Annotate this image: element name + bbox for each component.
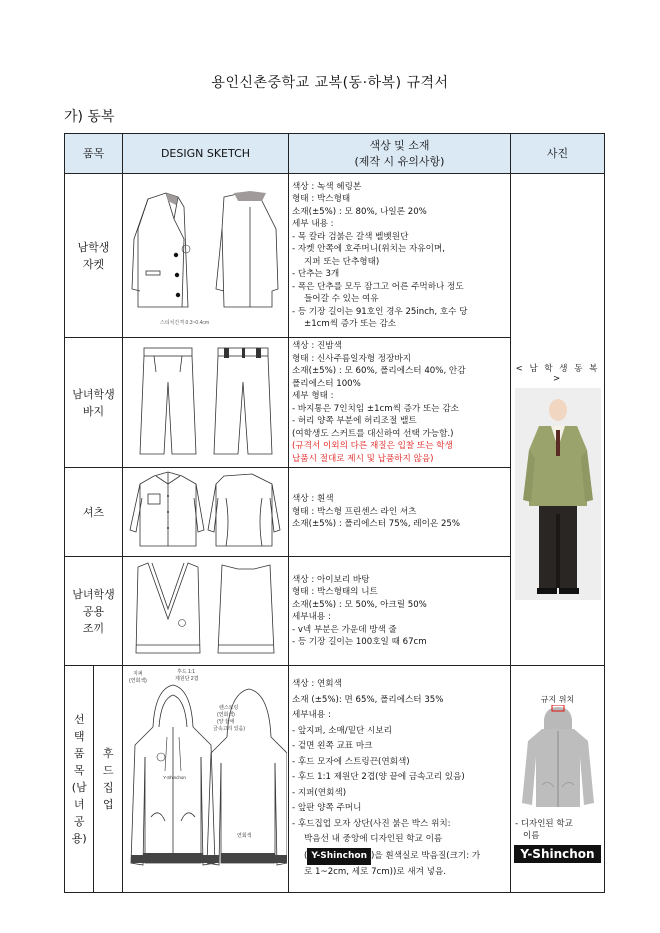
photo-caption-line: 이름 <box>523 831 540 841</box>
sketch-label: (연회색) <box>128 678 147 684</box>
spec-line: - 등 기장 길이는 91호인 경우 25inch, 호수 당 <box>292 306 468 317</box>
spec-line: 소재(±5%) : 모 80%, 나일론 20% <box>292 206 427 217</box>
item-pants <box>65 338 123 468</box>
header-photo: 사진 <box>511 134 605 174</box>
item-hoodie <box>65 666 123 893</box>
vertical-char: 녀 <box>73 798 85 811</box>
spec-table <box>64 133 605 893</box>
logo-position-label: 규지 위치 <box>540 695 575 704</box>
spec-line: 색상 : 연회색 <box>292 679 342 690</box>
header-material-line1: 색상 및 소재 <box>369 138 430 152</box>
stitch-note: 스티치간격 0.3~0.4cm <box>159 319 209 326</box>
vertical-char: 용) <box>71 832 87 845</box>
spec-line: 지퍼 또는 단추형태) <box>304 256 380 267</box>
spec-line: 로 1~2cm, 세로 7cm))로 새겨 넣음. <box>304 867 447 878</box>
photo-jacket <box>511 174 605 666</box>
spec-line: - v넥 부분은 가운데 방색 줄 <box>292 624 397 635</box>
photo-caption <box>511 818 604 842</box>
spec-line: 형태 : 박스형태의 니트 <box>292 587 378 597</box>
spec-line: 소재(±5%) : 폴리에스터 75%, 레이온 25% <box>292 519 461 530</box>
spec-line: - 후드 1:1 제원단 2겹(양 끝에 금속고리 있음) <box>292 772 465 783</box>
spec-line: 세부 내용 : <box>292 219 334 229</box>
table-row-jacket <box>65 174 605 338</box>
uniform-photo <box>515 388 601 600</box>
warning-line: 납품시 절대로 제시 및 납품하지 않음) <box>292 453 434 464</box>
spec-line: - 단추는 3개 <box>292 269 340 279</box>
sketch-label: 후드 1:1 <box>176 669 195 675</box>
sketch-label: 렌스트링 <box>218 705 238 711</box>
spec-line: 색상 : 흰색 <box>292 494 334 505</box>
header-sketch: DESIGN SKETCH <box>123 134 289 174</box>
spec-line: 소재(±5%) : 모 60%, 폴리에스터 40%, 안감 <box>292 366 466 376</box>
table-header-row <box>65 134 605 174</box>
spec-line: 소재 (±5%): 면 65%, 폴리에스터 35% <box>292 694 444 705</box>
vertical-char: 공 <box>73 815 85 828</box>
sketch-label: (양 끝에 <box>216 719 235 725</box>
item-label: 조끼 <box>82 621 105 635</box>
item-vest <box>65 557 123 666</box>
sketch-logo-label: Y-Shinchon <box>162 775 186 780</box>
spec-line: (여학생도 스커트를 대신하여 선택 가능함.) <box>292 428 454 439</box>
vertical-char: 후 <box>102 747 114 760</box>
spec-pants <box>289 338 511 468</box>
spec-line: - 앞지퍼, 소매/밑단 시보리 <box>292 725 392 736</box>
sketch-label: 제원단 2겹 <box>174 676 198 682</box>
spec-line: 폴리에스터 100% <box>292 378 361 389</box>
hoodie-photo-icon <box>518 705 598 815</box>
spec-line: 형태 : 박스형태 <box>292 194 351 204</box>
spec-line: - 폭은 단추를 모두 잠그고 어른 주먹하나 정도 <box>292 281 464 292</box>
spec-line: 형태 : 박스형 프린센스 라인 셔츠 <box>292 506 417 517</box>
pants-sketch-icon <box>126 342 286 460</box>
vertical-char: 목 <box>73 764 85 777</box>
item-shirt <box>65 468 123 557</box>
spec-line: 들어갈 수 있는 여유 <box>304 294 379 304</box>
sketch-hoodie <box>123 666 289 893</box>
spec-line: - 앞판 양쪽 주머니 <box>292 803 362 814</box>
vertical-char: 드 <box>102 764 114 777</box>
spec-line: - 목 칼라 검붉은 갈색 벨벳원단 <box>292 231 409 242</box>
document-title: 용인신촌중학교 교복(동·하복) 규격서 <box>211 75 449 91</box>
item-label: 바지 <box>82 404 105 418</box>
spec-line: - 허리 양쪽 부분에 허리조절 밸트 <box>292 416 417 426</box>
spec-line: 색상 : 진밤색 <box>292 341 342 351</box>
sketch-label: (연회색) <box>216 712 235 718</box>
spec-line: ( Y-Shinchon )을 흰색실로 박음질(크기: 가 <box>292 848 507 866</box>
spec-line: - 지퍼(연회색) <box>292 787 347 798</box>
optional-group-label <box>65 666 94 892</box>
school-logo: Y-Shinchon <box>514 845 600 863</box>
header-material-line2: (제작 시 유의사항) <box>354 154 445 168</box>
vertical-char: 품 <box>73 747 85 760</box>
spec-hoodie <box>289 666 511 893</box>
spec-line: 소재(±5%) : 모 50%, 아크릴 50% <box>292 599 427 610</box>
spec-line: 색상 : 아이보리 바탕 <box>292 574 370 585</box>
spec-line: 형태 : 신사주름일자형 정장바지 <box>292 353 412 364</box>
spec-vest <box>289 557 511 666</box>
header-item: 품목 <box>65 134 123 174</box>
sketch-vest <box>123 557 289 666</box>
sketch-pants <box>123 338 289 468</box>
header-material <box>289 134 511 174</box>
uniform-photo-icon <box>515 388 601 600</box>
jacket-photo-label: < 남 학 생 동 복 > <box>515 363 600 384</box>
vest-sketch-icon <box>126 557 286 661</box>
spec-line-tail: )을 흰색실로 박음질(크기: 가 <box>371 850 481 861</box>
school-logo-inline: Y-Shinchon <box>307 848 371 866</box>
spec-line: - 등 기장 길이는 100호일 때 67cm <box>292 637 427 647</box>
photo-hoodie <box>511 666 605 893</box>
vertical-char: 선 <box>73 713 85 726</box>
warning-line: (규격서 이외의 다른 재질은 입찰 또는 학생 <box>292 441 453 451</box>
spec-line: 색상 : 녹색 헤링본 <box>292 181 362 192</box>
item-label: 남녀학생 <box>72 587 115 601</box>
spec-line: - 후드집업 모자 상단(사진 붉은 박스 위치: <box>292 818 451 829</box>
spec-line: 세부내용 : <box>292 612 331 622</box>
vertical-char: 택 <box>73 730 85 743</box>
spec-line: - 바지통은 7인치임 ±1cm씩 증가 또는 감소 <box>292 403 459 414</box>
photo-caption-line: - 디자인된 학교 <box>515 819 573 829</box>
spec-jacket <box>289 174 511 338</box>
table-row-hoodie <box>65 666 605 893</box>
spec-line: - 후드 모자에 스트링끈(연회색) <box>292 756 410 767</box>
sketch-label: 연회색 <box>236 833 251 839</box>
vertical-char: 업 <box>102 798 114 811</box>
vertical-char: (남 <box>71 781 87 794</box>
spec-line: - 자켓 안쪽에 호주머니(위치는 자유이며, <box>292 244 445 254</box>
section-heading: 가) 동복 <box>64 109 115 125</box>
sketch-label: 지퍼 <box>132 671 143 677</box>
spec-line: 세부 형태 : <box>292 391 334 401</box>
spec-shirt <box>289 468 511 557</box>
sketch-shirt <box>123 468 289 557</box>
hoodie-item-label <box>94 666 122 892</box>
sketch-jacket <box>123 174 289 338</box>
spec-line: 박음선 내 중앙에 디자인된 학교 이름 <box>304 834 443 845</box>
shirt-sketch-icon <box>126 468 286 552</box>
jacket-sketch-icon <box>126 179 286 329</box>
spec-line: - 겉면 왼쪽 교표 마크 <box>292 741 373 752</box>
item-label: 셔츠 <box>82 505 105 519</box>
hoodie-sketch-icon <box>125 667 287 887</box>
vertical-char: 집 <box>102 781 114 794</box>
item-label: 자켓 <box>82 257 105 271</box>
item-jacket <box>65 174 123 338</box>
item-label: 공용 <box>82 604 105 618</box>
item-label: 남녀학생 <box>72 387 115 401</box>
sketch-label: 금속고리 있음) <box>212 726 245 732</box>
spec-line: 세부내용 : <box>292 710 331 721</box>
spec-line: ±1cm씩 증가 또는 감소 <box>304 319 397 329</box>
item-label: 남학생 <box>77 240 110 254</box>
